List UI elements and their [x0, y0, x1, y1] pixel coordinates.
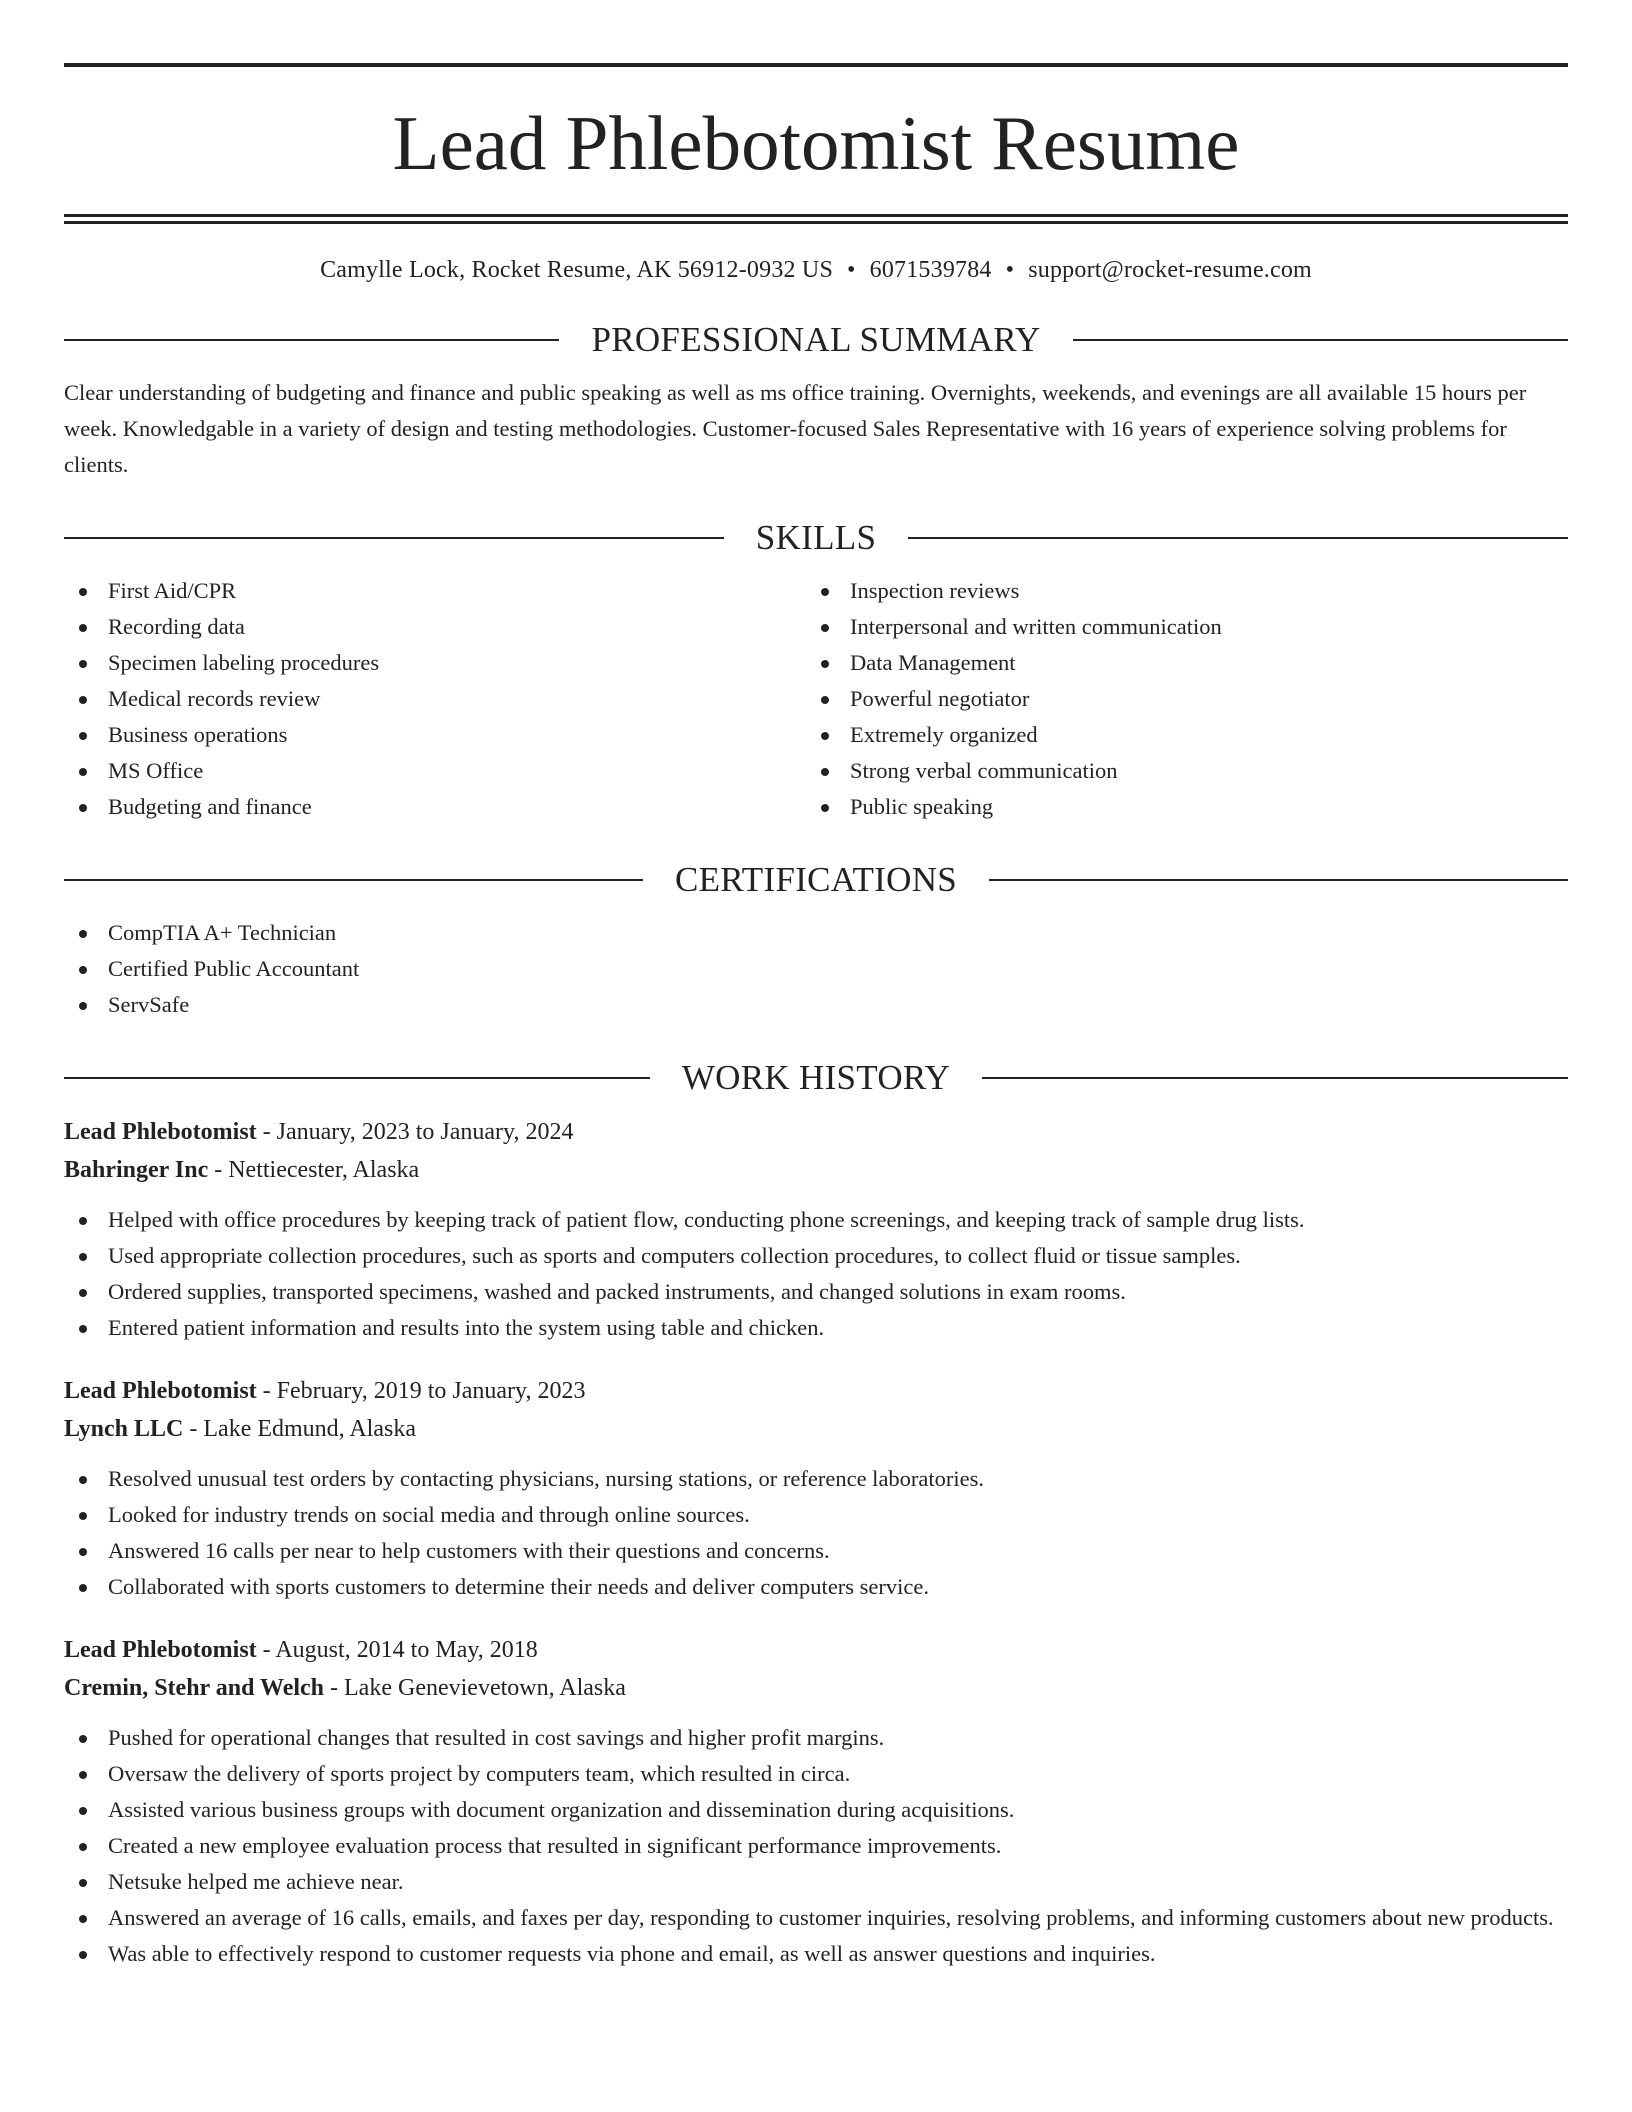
job-bullet: Entered patient information and results into the system using table and chicken.: [64, 1310, 1568, 1346]
skill-item: MS Office: [64, 753, 806, 789]
job-bullet: Ordered supplies, transported specimens, washed and packed instruments, and changed solutions in exam rooms.: [64, 1274, 1568, 1310]
skill-item: Business operations: [64, 717, 806, 753]
job-location: - Lake Edmund, Alaska: [183, 1416, 416, 1442]
job-bullet: Collaborated with sports customers to determine their needs and deliver computers service.: [64, 1569, 1568, 1605]
job-bullet: Resolved unusual test orders by contacting physicians, nursing stations, or reference laboratories.: [64, 1461, 1568, 1497]
skill-item: Interpersonal and written communication: [806, 609, 1548, 645]
certification-item: ServSafe: [64, 987, 1568, 1023]
job-bullet: Answered an average of 16 calls, emails, and faxes per day, responding to customer inquiries, resolving problems, and informing customers about new products.: [64, 1900, 1568, 1936]
job-bullet: Netsuke helped me achieve near.: [64, 1864, 1568, 1900]
job-bullet: Oversaw the delivery of sports project by computers team, which resulted in circa.: [64, 1756, 1568, 1792]
contact-address: Camylle Lock, Rocket Resume, AK 56912-0932 US: [320, 257, 834, 283]
skill-item: Data Management: [806, 645, 1548, 681]
heading-rule: [982, 1077, 1568, 1079]
summary-heading: [64, 318, 1568, 362]
resume-page: [64, 0, 1568, 1972]
job-title-line: [64, 1631, 1568, 1669]
job-entry: [64, 1631, 1568, 1972]
skill-item: Extremely organized: [806, 717, 1548, 753]
heading-rule: [1073, 339, 1568, 341]
heading-rule: [64, 537, 724, 539]
certifications-list: [64, 915, 1568, 1023]
skills-list: [64, 573, 1568, 825]
job-bullet: Created a new employee evaluation process that resulted in significant performance improvements.: [64, 1828, 1568, 1864]
job-company-line: [64, 1669, 1568, 1707]
job-dates: - February, 2019 to January, 2023: [256, 1378, 586, 1404]
work-history-list: [64, 1113, 1568, 1972]
job-bullet: Answered 16 calls per near to help customers with their questions and concerns.: [64, 1533, 1568, 1569]
job-title: Lead Phlebotomist: [64, 1119, 257, 1145]
contact-separator: •: [1005, 257, 1015, 283]
job-company-line: [64, 1151, 1568, 1189]
certification-item: Certified Public Accountant: [64, 951, 1568, 987]
skills-column-left: [64, 573, 806, 825]
work-heading: [64, 1056, 1568, 1100]
summary-heading-label: PROFESSIONAL SUMMARY: [591, 320, 1041, 359]
certifications-heading-label: CERTIFICATIONS: [674, 860, 958, 899]
job-bullet: Helped with office procedures by keeping track of patient flow, conducting phone screenings, and keeping track of sample drug lists.: [64, 1202, 1568, 1238]
skill-item: Powerful negotiator: [806, 681, 1548, 717]
title-double-rule: [64, 214, 1568, 217]
job-company: Cremin, Stehr and Welch: [64, 1675, 325, 1701]
skills-column-right: [806, 573, 1548, 825]
skills-heading: [64, 516, 1568, 560]
skill-item: Medical records review: [64, 681, 806, 717]
job-bullet: Looked for industry trends on social media and through online sources.: [64, 1497, 1568, 1533]
work-heading-label: WORK HISTORY: [681, 1058, 951, 1097]
job-title-line: [64, 1372, 1568, 1410]
certifications-heading: [64, 858, 1568, 902]
skill-item: Budgeting and finance: [64, 789, 806, 825]
certification-item: CompTIA A+ Technician: [64, 915, 1568, 951]
job-title-line: [64, 1113, 1568, 1151]
job-company: Lynch LLC: [64, 1416, 184, 1442]
heading-rule: [989, 879, 1568, 881]
job-bullet: Was able to effectively respond to customer requests via phone and email, as well as answer questions and inquiries.: [64, 1936, 1568, 1972]
contact-separator: •: [847, 257, 856, 283]
job-dates: - August, 2014 to May, 2018: [256, 1637, 538, 1663]
heading-rule: [64, 879, 643, 881]
heading-rule: [64, 339, 559, 341]
job-company: Bahringer Inc: [64, 1157, 209, 1183]
job-title: Lead Phlebotomist: [64, 1637, 257, 1663]
skill-item: Recording data: [64, 609, 806, 645]
job-bullets: [64, 1720, 1568, 1972]
job-dates: - January, 2023 to January, 2024: [256, 1119, 574, 1145]
job-company-line: [64, 1410, 1568, 1448]
top-rule: [64, 63, 1568, 67]
job-bullet: Pushed for operational changes that resulted in cost savings and higher profit margins.: [64, 1720, 1568, 1756]
skill-item: Public speaking: [806, 789, 1548, 825]
skill-item: Strong verbal communication: [806, 753, 1548, 789]
skill-item: Inspection reviews: [806, 573, 1548, 609]
job-entry: [64, 1372, 1568, 1605]
contact-phone: 6071539784: [869, 257, 992, 283]
job-bullets: [64, 1202, 1568, 1346]
job-bullet: Assisted various business groups with document organization and dissemination during acquisitions.: [64, 1792, 1568, 1828]
job-bullet: Used appropriate collection procedures, such as sports and computers collection procedures, to collect fluid or tissue samples.: [64, 1238, 1568, 1274]
job-location: - Nettiecester, Alaska: [208, 1157, 420, 1183]
page-title: Lead Phlebotomist Resume: [392, 100, 1240, 186]
skills-heading-label: SKILLS: [755, 518, 877, 557]
skill-item: First Aid/CPR: [64, 573, 806, 609]
job-entry: [64, 1113, 1568, 1346]
job-bullets: [64, 1461, 1568, 1605]
skill-item: Specimen labeling procedures: [64, 645, 806, 681]
job-location: - Lake Genevievetown, Alaska: [324, 1675, 626, 1701]
job-title: Lead Phlebotomist: [64, 1378, 257, 1404]
contact-email: support@rocket-resume.com: [1028, 257, 1312, 283]
heading-rule: [64, 1077, 650, 1079]
heading-rule: [908, 537, 1568, 539]
summary-text: Clear understanding of budgeting and finance and public speaking as well as ms office training. Overnights, weekends, and evenings are all available 15 hours per week. Knowledgable in a variety of design and testing methodologies. Customer-focused Sales Representative with 16 years of experience solving problems for clients.: [64, 380, 1527, 477]
contact-line: [64, 255, 1568, 285]
